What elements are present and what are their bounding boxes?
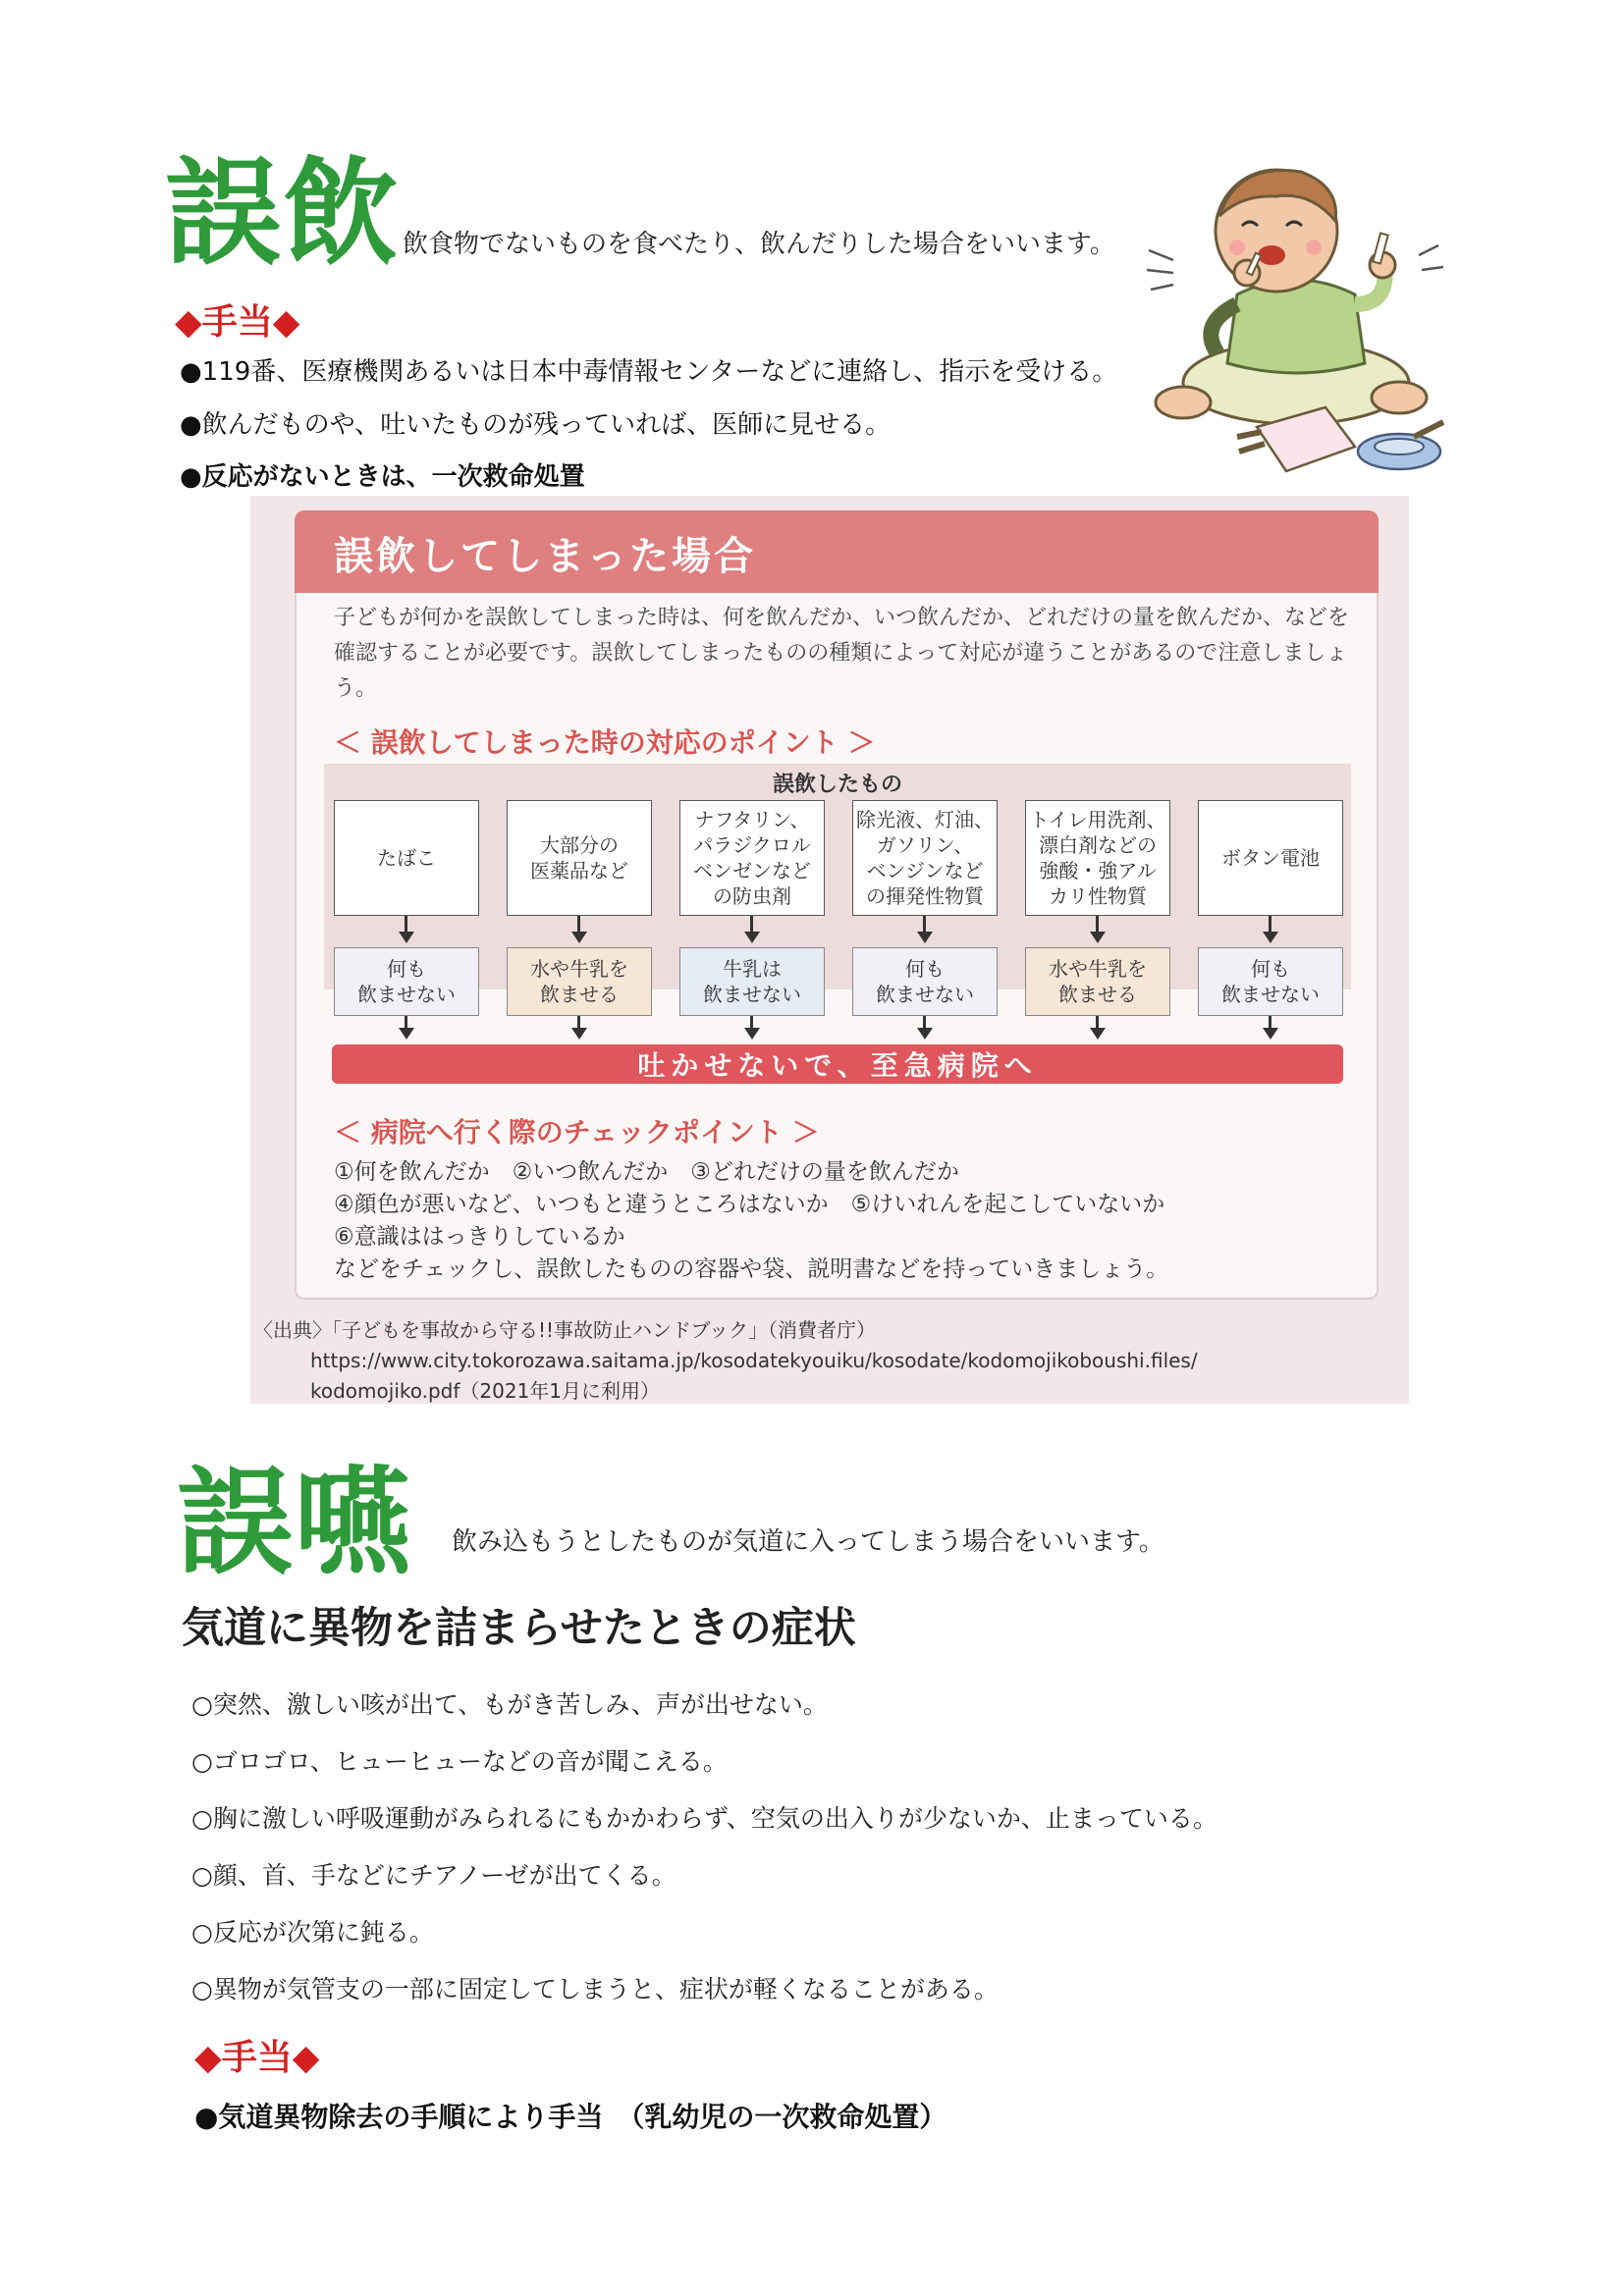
- flow-action-box: 何も 飲ませない: [852, 947, 998, 1016]
- arrow-down-icon: [744, 1028, 760, 1040]
- flow-item-box: 大部分の 医薬品など: [507, 800, 652, 916]
- points-title: ＜ 誤飲してしまった時の対応のポイント ＞: [334, 726, 876, 759]
- arrow-down-icon: [1263, 1028, 1278, 1040]
- symptom-item: ○顔、首、手などにチアノーゼが出てくる。: [191, 1861, 676, 1890]
- goin-title: 誤飲: [165, 145, 402, 281]
- flow-item-box: たばこ: [334, 800, 479, 916]
- goin-bullet-3: ●反応がないときは、一次救命処置: [180, 462, 585, 492]
- flow-action-box: 水や牛乳を 飲ませる: [1025, 947, 1170, 1016]
- flow-action-box: 牛乳は 飲ませない: [679, 947, 825, 1016]
- goen-title: 誤嚥: [177, 1455, 413, 1590]
- arrow-down-icon: [571, 932, 587, 943]
- arrow-down-icon: [744, 932, 760, 943]
- diamond-icon: ◆: [292, 2038, 320, 2078]
- symptom-item: ○ゴロゴロ、ヒューヒューなどの音が聞こえる。: [191, 1747, 728, 1776]
- goin-description: 飲食物でないものを食べたり、飲んだりした場合をいいます。: [403, 230, 1115, 259]
- check-item: などをチェックし、誤飲したものの容器や袋、説明書などを持っていきましょう。: [334, 1256, 1169, 1282]
- flow-item-box: ナフタリン、 パラジクロル ベンゼンなど の防虫剤: [679, 800, 825, 916]
- source-citation: [253, 1315, 1198, 1407]
- check-item: ①何を飲んだか ②いつ飲んだか ③どれだけの量を飲んだか: [334, 1159, 959, 1185]
- goin-bullet-2: ●飲んだものや、吐いたものが残っていれば、医師に見せる。: [180, 410, 892, 440]
- check-item: ④顔色が悪いなど、いつもと違うところはないか ⑤けいれんを起こしていないか: [334, 1192, 1165, 1217]
- symptom-item: ○胸に激しい呼吸運動がみられるにもかかわらず、空気の出入りが少ないか、止まっている。: [191, 1804, 1217, 1833]
- symptom-item: ○突然、激しい咳が出て、もがき苦しみ、声が出せない。: [191, 1690, 828, 1719]
- flow-action-box: 何も 飲ませない: [334, 947, 479, 1016]
- flow-item-box: 除光液、灯油、 ガソリン、 ベンジンなど の揮発性物質: [852, 800, 998, 916]
- arrow-down-icon: [399, 932, 414, 943]
- source-line: kodomojiko.pdf（2021年1月に利用）: [310, 1379, 661, 1403]
- check-list: [334, 1156, 1168, 1286]
- figure-title: 誤飲してしまった場合: [334, 534, 756, 579]
- arrow-down-icon: [1090, 932, 1106, 943]
- arrow-down-icon: [571, 1028, 587, 1040]
- goen-description: 飲み込もうとしたものが気道に入ってしまう場合をいいます。: [452, 1527, 1164, 1557]
- check-item: ⑥意識ははっきりしているか: [334, 1224, 625, 1250]
- diamond-icon: ◆: [272, 302, 300, 343]
- flow-action-box: 水や牛乳を 飲ませる: [507, 947, 652, 1016]
- arrow-down-icon: [1263, 932, 1278, 943]
- goin-subhead: [175, 294, 299, 345]
- flow-caption: 誤飲したもの: [772, 773, 902, 797]
- goen-subhead-text: 手当: [221, 2038, 293, 2078]
- symptom-item: ○異物が気管支の一部に固定してしまうと、症状が軽くなることがある。: [191, 1975, 999, 2003]
- goen-subhead: [194, 2030, 319, 2080]
- arrow-down-icon: [1090, 1028, 1106, 1040]
- child-illustration: [1129, 157, 1463, 491]
- source-url: https://www.city.tokorozawa.saitama.jp/kosodatekyouiku/kosodate/kodomojikoboushi.files/: [310, 1349, 1198, 1372]
- symptom-item: ○反応が次第に鈍る。: [191, 1918, 434, 1947]
- red-bar: [332, 1044, 1343, 1084]
- arrow-down-icon: [917, 1028, 933, 1040]
- symptoms-title: 気道に異物を詰まらせたときの症状: [182, 1604, 856, 1653]
- flow-item-box: トイレ用洗剤、 漂白剤などの 強酸・強アル カリ性物質: [1025, 800, 1170, 916]
- red-bar-text: 吐かせないで、至急病院へ: [637, 1049, 1038, 1082]
- flow-item-box: ボタン電池: [1198, 800, 1343, 916]
- goen-bullet: ●気道異物除去の手順により手当 （乳幼児の一次救命処置）: [194, 2101, 947, 2133]
- figure-intro: 子どもが何かを誤飲してしまった時は、何を飲んだか、いつ飲んだか、どれだけの量を飲んだか、などを確認することが必要です。誤飲してしまったものの種類によって対応が違うことがあるので注意しましょう。: [334, 606, 1350, 701]
- diamond-icon: ◆: [175, 302, 202, 343]
- flow-action-box: 何も 飲ませない: [1198, 947, 1343, 1016]
- goin-subhead-text: 手当: [201, 302, 273, 343]
- diamond-icon: ◆: [194, 2038, 222, 2078]
- check-title: ＜ 病院へ行く際のチェックポイント ＞: [334, 1116, 820, 1148]
- arrow-down-icon: [399, 1028, 414, 1040]
- goin-bullet-1: ●119番、医療機関あるいは日本中毒情報センターなどに連絡し、指示を受ける。: [180, 357, 1118, 387]
- arrow-down-icon: [917, 932, 933, 943]
- source-line: 〈出典〉「子どもを事故から守る!!事故防止ハンドブック」（消費者庁）: [253, 1318, 877, 1342]
